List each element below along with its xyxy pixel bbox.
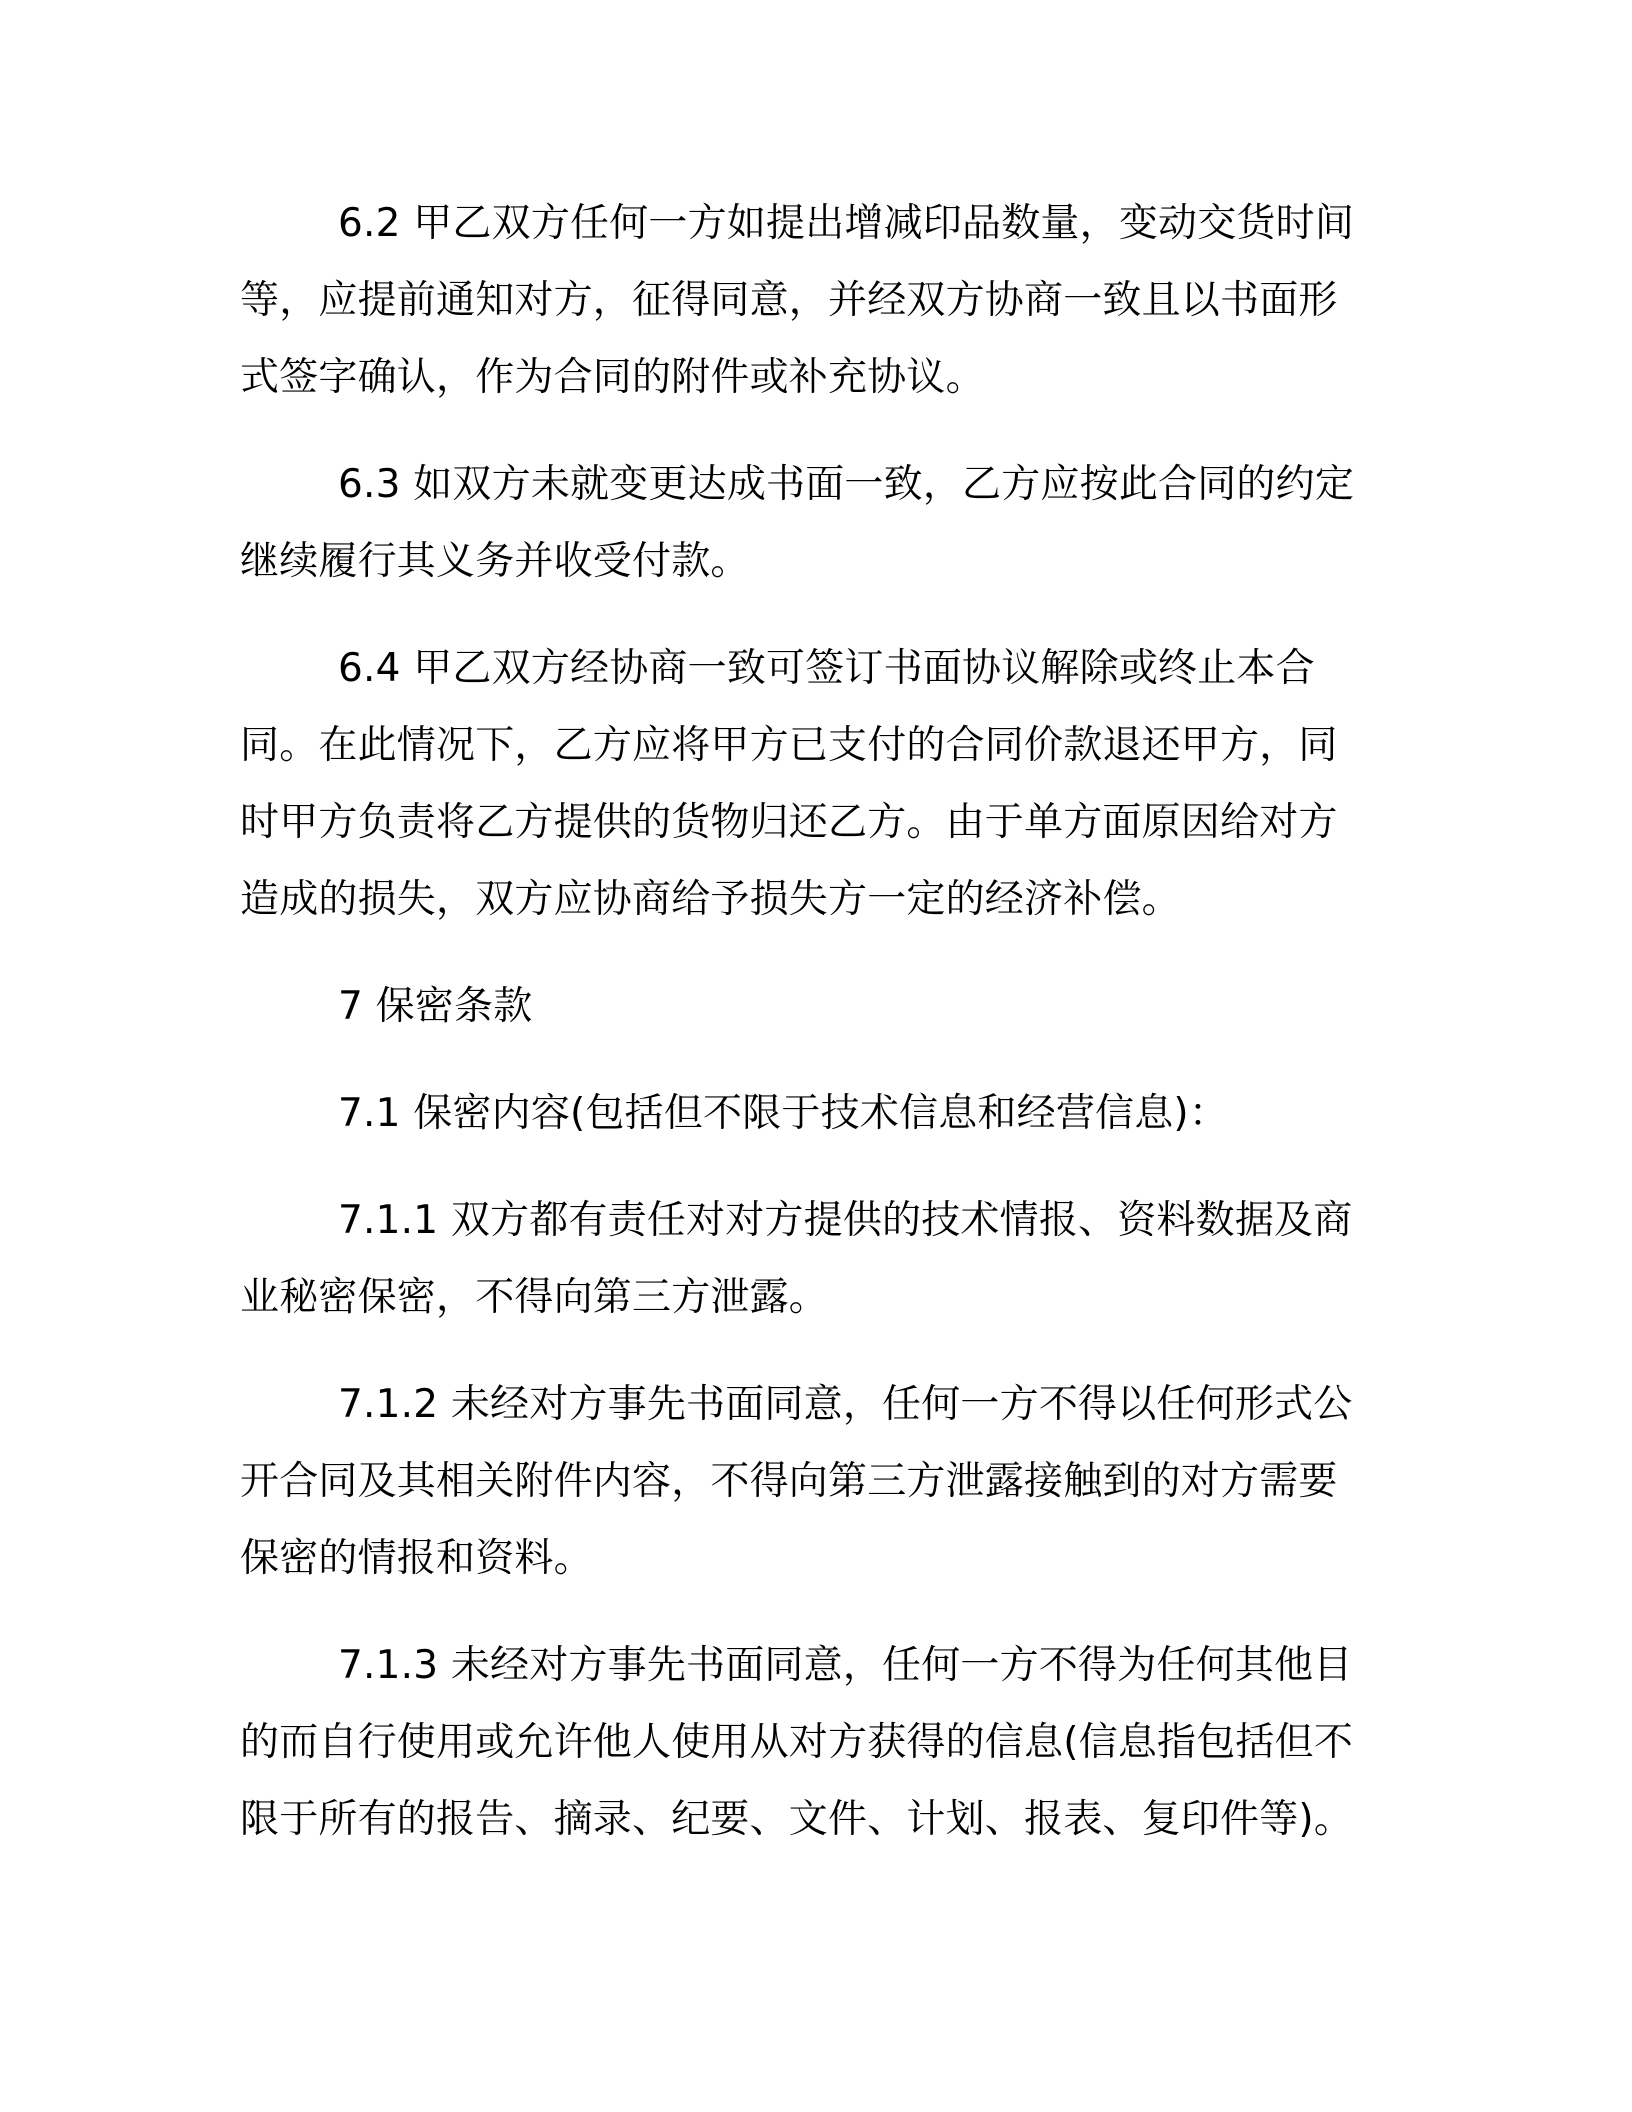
clause-7-1-3-paragraph: 7.1.3 未经对方事先书面同意，任何一方不得为任何其他目的而自行使用或允许他人使用从对方获得的信息(信息指包括但不限于所有的报告、摘录、纪要、文件、计划、报表、复印件等)。 [240, 1643, 1354, 1842]
clause-7-1-1-paragraph: 7.1.1 双方都有责任对对方提供的技术情报、资料数据及商业秘密保密，不得向第三方泄露。 [240, 1198, 1353, 1320]
document-body [240, 185, 1370, 1888]
clause-7-1-paragraph: 7.1 保密内容(包括但不限于技术信息和经营信息)： [338, 1091, 1229, 1136]
clause-6-4-paragraph: 6.4 甲乙双方经协商一致可签订书面协议解除或终止本合同。在此情况下，乙方应将甲方已支付的合同价款退还甲方，同时甲方负责将乙方提供的货物归还乙方。由于单方面原因给对方造成的损失，双方应协商给予损失方一定的经济补偿。 [240, 646, 1338, 922]
clause-6-3-paragraph: 6.3 如双方未就变更达成书面一致，乙方应按此合同的约定继续履行其义务并收受付款。 [240, 462, 1355, 584]
clause-6-2-paragraph: 6.2 甲乙双方任何一方如提出增减印品数量，变动交货时间等，应提前通知对方，征得同意，并经双方协商一致且以书面形式签字确认，作为合同的附件或补充协议。 [240, 201, 1355, 400]
clause-7-1-2-paragraph: 7.1.2 未经对方事先书面同意，任何一方不得以任何形式公开合同及其相关附件内容，不得向第三方泄露接触到的对方需要保密的情报和资料。 [240, 1382, 1353, 1581]
section-7-heading: 7 保密条款 [338, 984, 533, 1029]
